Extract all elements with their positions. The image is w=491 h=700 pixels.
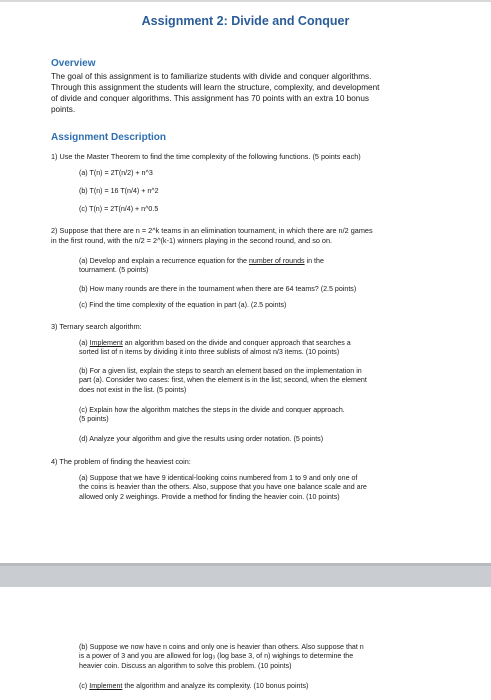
page-bottom [0, 587, 491, 700]
q4-a-line: (a) Suppose that we have 9 identical-looking coins numbered from 1 to 9 and only one of [79, 474, 358, 482]
q3-item-d: (d) Analyze your algorithm and give the results using order notation. (5 points) [79, 435, 324, 443]
number-of-rounds-link[interactable]: number of rounds [248, 257, 305, 265]
q4-b-line: (b) Suppose we now have n coins and only one is heavier than others. Also suppose that n [79, 643, 364, 651]
q3-b-line: part (a). Consider two cases: first, when the element is in the list; second, when the element [79, 376, 367, 385]
q4-item-c [79, 682, 308, 691]
implement-link-2[interactable]: Implement [89, 682, 123, 690]
overview-heading: Overview [51, 58, 96, 69]
q2-item-a [79, 257, 324, 276]
overview-text [51, 71, 451, 115]
question-1: 1) Use the Master Theorem to find the time complexity of the following functions. (5 points each) [51, 152, 361, 161]
page-gap [0, 563, 491, 587]
q4-item-b [79, 643, 443, 671]
overview-line: Through this assignment the students will learn the structure, complexity, and development [51, 83, 380, 92]
q1-item-a: (a) T(n) = 2T(n/2) + n^3 [79, 169, 153, 177]
q3-a-prefix: (a) [79, 339, 90, 347]
question-2 [51, 226, 373, 246]
q3-a-line-2: sorted list of n items by dividing it into three sublists of almost n/3 items. (10 points) [79, 348, 340, 357]
q3-a-text: an algorithm based on the divide and conquer approach that searches a [122, 339, 351, 347]
overview-line: points. [51, 105, 76, 114]
q2-item-c: (c) Find the time complexity of the equation in part (a). (2.5 points) [79, 301, 287, 309]
q4-a-line: the coins is heavier than the others. Also, suppose that you have one balance scale and are [79, 483, 367, 492]
q2-a-text: (a) Develop and explain a recurrence equation for the [79, 257, 249, 265]
q3-item-c [79, 406, 345, 425]
q4-b-line: heavier coin. Discuss an algorithm to solve this problem. (10 points) [79, 661, 292, 670]
q4-c-prefix: (c) [79, 682, 90, 690]
q2-a-line-2: tournament. (5 points) [79, 266, 149, 275]
page-gap-shadow [0, 563, 491, 566]
page-title: Assignment 2: Divide and Conquer [141, 14, 350, 28]
description-heading: Assignment Description [51, 132, 167, 143]
q2-a-line-1 [79, 257, 324, 266]
q2-line: 2) Suppose that there are n = 2^k teams in an elimination tournament, in which there are n/2 games [51, 226, 373, 235]
q3-item-b [79, 367, 443, 395]
overview-line: of divide and conquer algorithms. This assignment has 70 points with an extra 10 bonus [51, 94, 369, 103]
q3-b-line: does not exist in the list. (5 points) [79, 385, 187, 394]
q2-a-text-end: in the [304, 257, 324, 265]
page-top-rule [0, 0, 491, 2]
q2-item-b: (b) How many rounds are there in the tournament when there are 64 teams? (2.5 points) [79, 285, 357, 293]
q4-c-text: the algorithm and analyze its complexity. (10 bonus points) [122, 682, 309, 690]
q2-line: in the first round, with the n/2 = 2^(k-1) winners playing in the second round, and so on. [51, 235, 333, 245]
q3-c-line: (c) Explain how the algorithm matches the steps in the divide and conquer approach. [79, 406, 345, 414]
q3-c-line: (5 points) [79, 415, 109, 424]
q4-item-a [79, 474, 443, 502]
q3-b-line: (b) For a given list, explain the steps to search an element based on the implementation in [79, 367, 362, 375]
q1-item-c: (c) T(n) = 2T(n/4) + n^0.5 [79, 205, 159, 213]
q4-b-line: is a power of 3 and you are allowed for log₃ (log base 3, of n) wighings to determine the [79, 652, 354, 661]
question-4: 4) The problem of finding the heaviest coin: [51, 457, 191, 466]
q3-a-line-1 [79, 339, 443, 348]
question-3: 3) Ternary search algorithm: [51, 322, 142, 331]
q4-a-line: allowed only 2 weighings. Provide a method for finding the heavier coin. (10 points) [79, 492, 340, 501]
q3-item-a [79, 339, 443, 358]
overview-line: The goal of this assignment is to familiarize students with divide and conquer algorithms. [51, 72, 372, 81]
implement-link[interactable]: Implement [89, 339, 123, 347]
q1-item-b: (b) T(n) = 16 T(n/4) + n^2 [79, 187, 159, 195]
